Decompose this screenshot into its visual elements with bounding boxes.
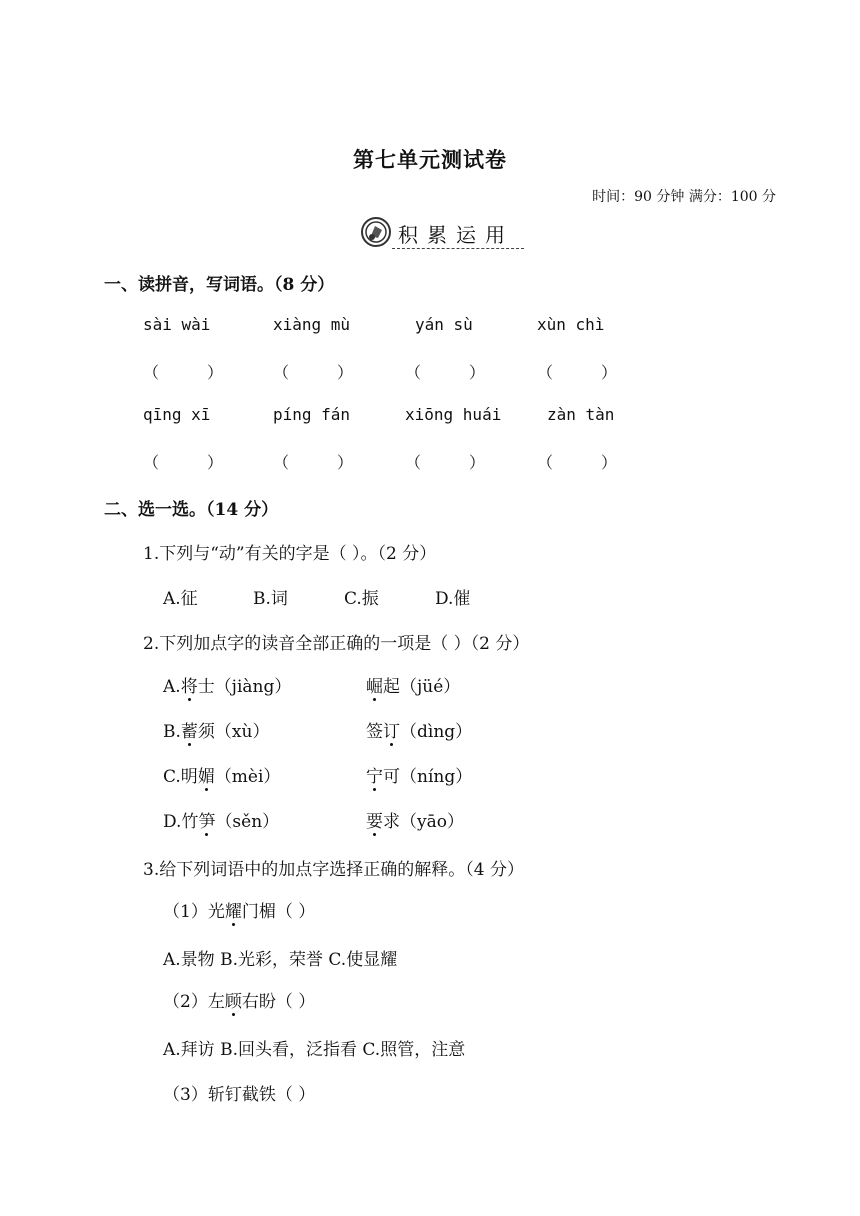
exam-meta: 时间：90 分钟 满分：100 分 — [592, 189, 776, 205]
banner-text: 积累运用 — [398, 223, 514, 247]
q2-option-a-word2: 崛起（jüé） — [366, 672, 460, 697]
answer-box[interactable] — [405, 360, 485, 383]
q2-option-c-word2: 宁可（níng） — [366, 762, 472, 787]
left-paren: （ — [405, 453, 422, 472]
right-paren: ） — [206, 453, 223, 472]
q3-item-1: （1）光耀门楣（ ） — [163, 897, 315, 922]
speaker-head-icon — [360, 216, 392, 252]
banner-underline — [392, 248, 524, 249]
left-paren: （ — [537, 363, 554, 382]
answer-box[interactable] — [143, 360, 223, 383]
right-paren: ） — [336, 453, 353, 472]
pinyin-8: zàn tàn — [547, 405, 615, 424]
answer-box[interactable] — [537, 360, 617, 383]
q3-item-3: （3）斩钉截铁（ ） — [163, 1085, 316, 1105]
q2-option-b-word1[interactable]: B.蓄须（xù） — [163, 717, 269, 742]
right-paren: ） — [468, 453, 485, 472]
pinyin-2: xiàng mù — [273, 315, 351, 334]
right-paren: ） — [336, 363, 353, 382]
right-paren: ） — [206, 363, 223, 382]
q1-option-a[interactable]: A.征 — [163, 589, 198, 609]
q2-option-d-word2: 要求（yāo） — [366, 807, 464, 832]
q3-item-1-options[interactable]: A.景物 B.光彩，荣誉 C.使显耀 — [163, 950, 398, 970]
q3-item-2-options[interactable]: A.拜访 B.回头看，泛指看 C.照管，注意 — [163, 1040, 466, 1060]
answer-box[interactable] — [405, 450, 485, 473]
q3-item-2: （2）左顾右盼（ ） — [163, 987, 315, 1012]
q1-option-c[interactable]: C.振 — [344, 589, 379, 609]
section-banner — [354, 212, 529, 252]
pinyin-4: xùn chì — [537, 315, 605, 334]
question-1-stem: 1.下列与“动”有关的字是（ ）。（2 分） — [143, 544, 437, 564]
left-paren: （ — [405, 363, 422, 382]
pinyin-5: qīng xī — [143, 405, 211, 424]
section2-heading: 二、选一选。（14 分） — [104, 500, 279, 520]
section1-heading: 一、读拼音，写词语。（8 分） — [104, 275, 335, 295]
pinyin-7: xiōng huái — [405, 405, 502, 424]
answer-box[interactable] — [273, 450, 353, 473]
q2-option-a-word1[interactable]: A.将士（jiàng） — [163, 672, 291, 697]
q2-option-c-word1[interactable]: C.明媚（mèi） — [163, 762, 280, 787]
q1-option-d[interactable]: D.催 — [435, 589, 471, 609]
left-paren: （ — [143, 363, 160, 382]
page-title: 第七单元测试卷 — [353, 147, 507, 172]
answer-box[interactable] — [273, 360, 353, 383]
q2-option-d-word1[interactable]: D.竹笋（sěn） — [163, 807, 279, 832]
question-3-stem: 3.给下列词语中的加点字选择正确的解释。（4 分） — [143, 860, 524, 880]
answer-box[interactable] — [143, 450, 223, 473]
q1-option-b[interactable]: B.词 — [253, 589, 288, 609]
question-2-stem: 2.下列加点字的读音全部正确的一项是（ ）（2 分） — [143, 634, 530, 654]
right-paren: ） — [468, 363, 485, 382]
right-paren: ） — [600, 363, 617, 382]
pinyin-3: yán sù — [415, 315, 473, 334]
left-paren: （ — [143, 453, 160, 472]
pinyin-6: píng fán — [273, 405, 351, 424]
answer-box[interactable] — [537, 450, 617, 473]
left-paren: （ — [537, 453, 554, 472]
q2-option-b-word2: 签订（dìng） — [366, 717, 472, 742]
left-paren: （ — [273, 363, 290, 382]
right-paren: ） — [600, 453, 617, 472]
left-paren: （ — [273, 453, 290, 472]
pinyin-1: sài wài — [143, 315, 211, 334]
